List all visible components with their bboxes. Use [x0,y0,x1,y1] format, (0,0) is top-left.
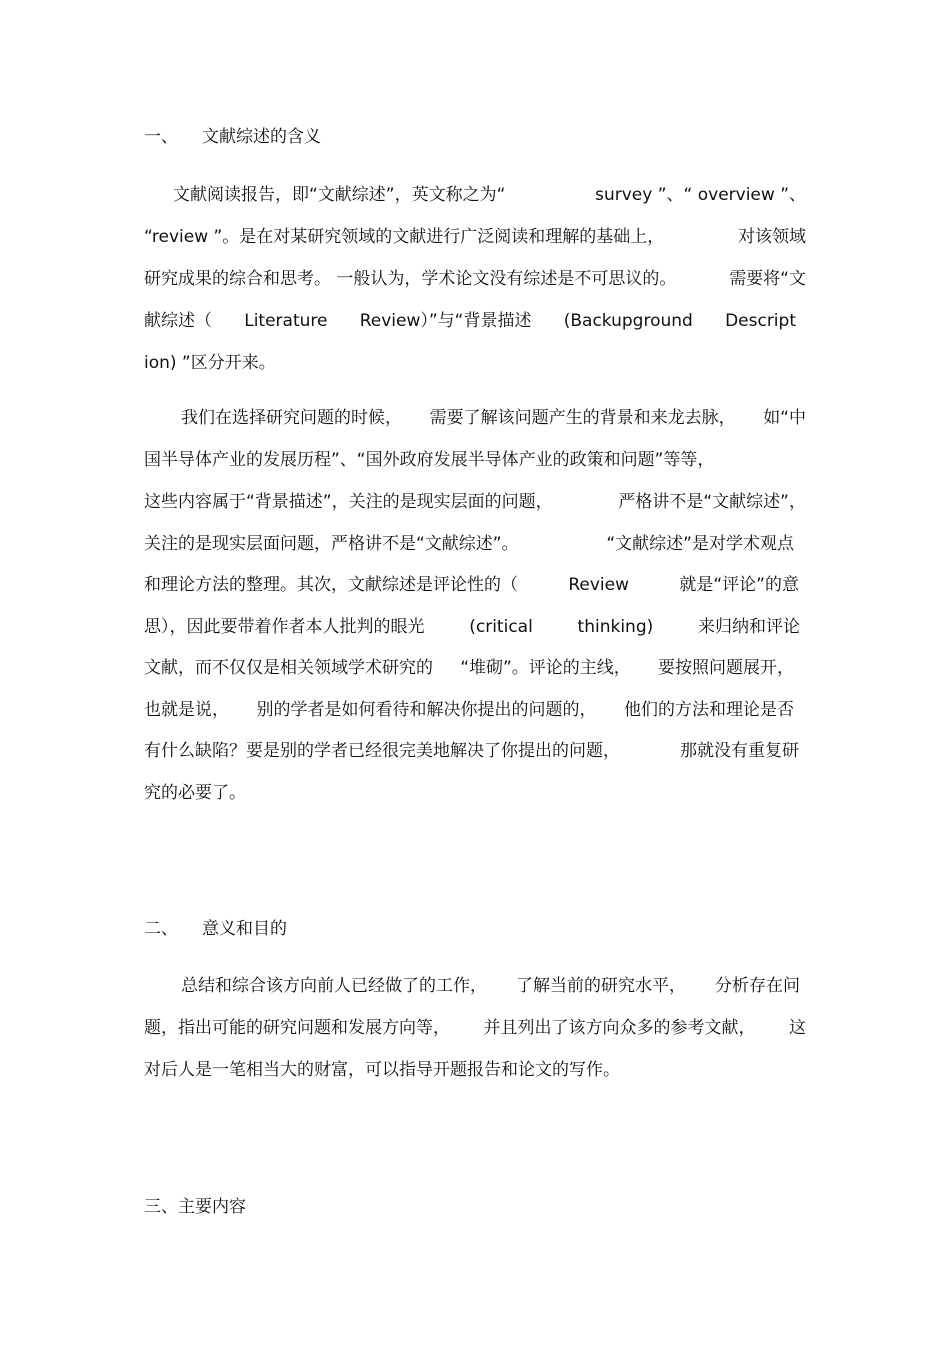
text-run: “堆砌”。评论的主线， [460,658,631,678]
text-run: 对该领域 [738,227,806,247]
text-run: survey ”、“ overview ”、 [595,185,806,205]
text-run: 他们的方法和理论是否 [624,700,794,720]
text-run: “文献综述”是对学术观点 [606,534,794,554]
section-1-number: 一、 [144,127,178,147]
text-run: 我们在选择研究问题的时候， [181,408,402,428]
text-run: Review [568,575,630,595]
paragraph-line [144,449,806,471]
text-run: (Backupground [563,311,693,331]
text-run: 总结和综合该方向前人已经做了的工作， [181,976,487,996]
text-run: (critical [469,617,533,637]
text-run: 也就是说， [144,700,229,720]
text-run: Review）”与“背景描述 [359,311,532,331]
paragraph-line [144,268,806,290]
text-run: 严格讲不是“文献综述”， [618,492,806,512]
text-run: 如“中 [763,408,806,428]
text-run: 国半导体产业的发展历程”、“国外政府发展半导体产业的政策和问题”等等， [144,450,715,470]
text-run: 有什么缺陷？要是别的学者已经很完美地解决了你提出的问题， [144,741,620,761]
text-run: 这些内容属于“背景描述”，关注的是现实层面的问题， [144,492,553,512]
text-run: 就是“评论”的意 [679,575,799,595]
text-run: 究的必要了。 [144,783,246,803]
paragraph-line [181,975,800,997]
paragraph-line [173,184,806,206]
section-2-title: 意义和目的 [202,919,287,939]
paragraph-line [144,574,799,596]
paragraph-line [144,226,806,248]
section-1-title: 文献综述的含义 [202,127,321,147]
text-run: 题，指出可能的研究问题和发展方向等， [144,1018,450,1038]
text-run: Literature [244,311,328,331]
section-1-heading [144,126,806,148]
section-2-heading [144,918,806,940]
text-run: 并且列出了该方向众多的参考文献， [483,1018,756,1038]
text-run: thinking) [577,617,654,637]
text-run: 研究成果的综合和思考。 一般认为，学术论文没有综述是不可思议的。 [144,269,677,289]
text-run: 和理论方法的整理。其次，文献综述是评论性的（ [144,575,518,595]
paragraph-line [144,491,806,513]
paragraph-line [144,533,794,555]
text-run: “review ”。是在对某研究领域的文献进行广泛阅读和理解的基础上， [144,227,665,247]
text-run: 文献阅读报告，即“文献综述”，英文称之为“ [173,185,506,205]
text-run: 要按照问题展开， [658,658,794,678]
text-run: 来归纳和评论 [697,617,800,637]
text-run: ion) ”区分开来。 [144,353,276,373]
section-3-title: 三、主要内容 [144,1197,246,1217]
text-run: 对后人是一笔相当大的财富，可以指导开题报告和论文的写作。 [144,1060,620,1080]
paragraph-line [144,657,794,679]
paragraph-line [144,699,794,721]
text-run: 分析存在问 [715,976,800,996]
text-run: 文献，而不仅仅是相关领域学术研究的 [144,658,433,678]
text-run: 需要了解该问题产生的背景和来龙去脉， [429,408,736,428]
paragraph-line [144,1059,806,1081]
paragraph-line [144,782,806,804]
text-run: 关注的是现实层面问题，严格讲不是“文献综述”。 [144,534,519,554]
text-run: Descript [725,311,796,331]
paragraph-line [144,616,800,638]
paragraph-line [181,407,806,429]
paragraph-line [144,352,806,374]
text-run: 献综述（ [144,311,212,331]
text-run: 这 [789,1018,806,1038]
text-run: 别的学者是如何看待和解决你提出的问题的， [256,700,597,720]
text-run: 那就没有重复研 [680,741,799,761]
section-3-heading [144,1196,806,1218]
paragraph-line [144,1017,806,1039]
paragraph-line [144,310,796,332]
paragraph-line [144,740,799,762]
section-2-number: 二、 [144,919,178,939]
text-run: 思），因此要带着作者本人批判的眼光 [144,617,425,637]
text-run: 了解当前的研究水平， [516,976,686,996]
text-run: 需要将“文 [729,269,806,289]
